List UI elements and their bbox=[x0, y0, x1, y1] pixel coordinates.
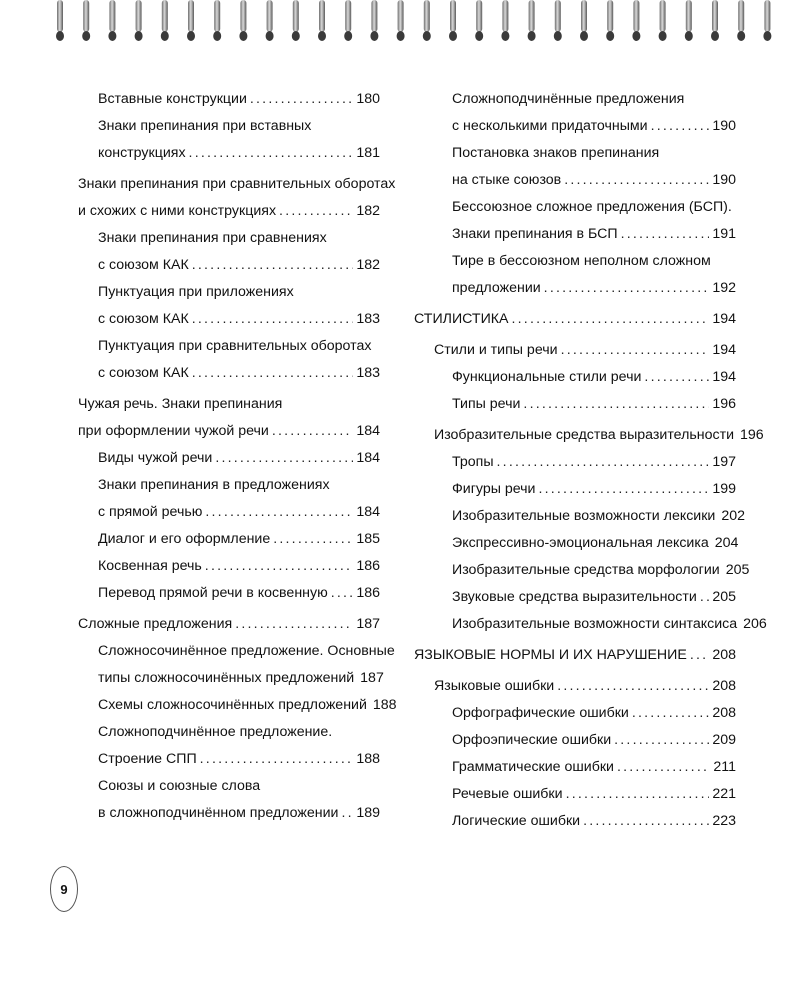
toc-entry[interactable] bbox=[414, 642, 736, 669]
toc-entry-title: Изобразительные возможности лексики bbox=[452, 508, 716, 524]
toc-entry[interactable] bbox=[414, 306, 736, 333]
toc-leader-dots bbox=[564, 167, 709, 194]
toc-leader-dots bbox=[272, 418, 353, 445]
toc-entry-title: типы сложносочинённых предложений bbox=[98, 670, 355, 686]
toc-entry-title: предложении bbox=[452, 280, 541, 296]
spiral-ring bbox=[686, 0, 692, 32]
spiral-ring bbox=[660, 0, 666, 32]
toc-entry-title: Орфографические ошибки bbox=[452, 705, 629, 721]
toc-entry-title: Схемы сложносочинённых предложений bbox=[98, 697, 367, 713]
toc-entry[interactable] bbox=[78, 773, 380, 800]
spiral-hole bbox=[56, 31, 64, 41]
toc-entry-title: Знаки препинания в предложениях bbox=[98, 477, 330, 493]
toc-leader-dots bbox=[341, 800, 353, 827]
toc-left-column bbox=[78, 86, 397, 827]
spiral-hole bbox=[108, 31, 116, 41]
toc-entry[interactable] bbox=[414, 275, 736, 302]
toc-entry-title: конструкциях bbox=[98, 145, 186, 161]
toc-entry-title: Языковые ошибки bbox=[434, 678, 555, 694]
toc-entry[interactable] bbox=[78, 333, 380, 360]
spiral-ring bbox=[529, 0, 535, 32]
toc-entry-title: Постановка знаков препинания bbox=[452, 145, 660, 161]
toc-entry[interactable] bbox=[78, 306, 380, 333]
spiral-ring bbox=[267, 0, 273, 32]
toc-entry[interactable] bbox=[78, 611, 380, 638]
toc-entry-title: Виды чужой речи bbox=[98, 450, 213, 466]
spiral-hole bbox=[397, 31, 405, 41]
toc-entry-page: 211 bbox=[713, 759, 736, 775]
toc-entry[interactable] bbox=[414, 113, 736, 140]
toc-entry-page: 208 bbox=[712, 647, 736, 663]
spiral-hole bbox=[161, 31, 169, 41]
spiral-ring bbox=[476, 0, 482, 32]
toc-entry[interactable] bbox=[78, 665, 384, 692]
toc-entry-page: 181 bbox=[356, 145, 380, 161]
spiral-hole bbox=[449, 31, 457, 41]
toc-leader-dots bbox=[279, 198, 353, 225]
toc-leader-dots bbox=[189, 140, 354, 167]
spiral-hole bbox=[632, 31, 640, 41]
toc-entry[interactable] bbox=[78, 445, 380, 472]
toc-leader-dots bbox=[523, 391, 709, 418]
toc-entry[interactable] bbox=[414, 221, 736, 248]
toc-entry[interactable] bbox=[414, 503, 746, 530]
toc-right-column bbox=[414, 86, 767, 835]
toc-entry[interactable] bbox=[414, 700, 736, 727]
toc-entry[interactable] bbox=[78, 692, 397, 719]
toc-leader-dots bbox=[215, 445, 353, 472]
toc-entry[interactable] bbox=[78, 360, 380, 387]
toc-entry-title: и схожих с ними конструкциях bbox=[78, 203, 277, 219]
toc-leader-dots bbox=[235, 611, 353, 638]
toc-entry-title: Бессоюзное сложное предложения (БСП). bbox=[452, 199, 732, 215]
toc-entry-page: 182 bbox=[356, 203, 380, 219]
toc-entry-page: 184 bbox=[356, 504, 380, 520]
toc-entry-page: 209 bbox=[712, 732, 736, 748]
toc-entry-page: 191 bbox=[712, 226, 736, 242]
spiral-hole bbox=[606, 31, 614, 41]
toc-entry-page: 208 bbox=[712, 678, 736, 694]
spiral-hole bbox=[763, 31, 771, 41]
toc-leader-dots bbox=[273, 526, 353, 553]
toc-entry[interactable] bbox=[414, 754, 736, 781]
spiral-ring bbox=[240, 0, 246, 32]
toc-entry-page: 196 bbox=[740, 427, 764, 443]
toc-entry-page: 184 bbox=[356, 423, 380, 439]
toc-entry-page: 186 bbox=[356, 558, 380, 574]
toc-entry-title: Знаки препинания в БСП bbox=[452, 226, 618, 242]
toc-entry[interactable] bbox=[78, 499, 380, 526]
spiral-hole bbox=[659, 31, 667, 41]
toc-leader-dots bbox=[192, 252, 354, 279]
toc-entry-page: 199 bbox=[712, 481, 736, 497]
spiral-ring bbox=[738, 0, 744, 32]
spiral-ring bbox=[712, 0, 718, 32]
toc-entry-title: СТИЛИСТИКА bbox=[414, 311, 509, 327]
spiral-ring bbox=[764, 0, 770, 32]
toc-entry[interactable] bbox=[78, 252, 380, 279]
toc-leader-dots bbox=[651, 113, 710, 140]
toc-entry[interactable] bbox=[414, 364, 736, 391]
spiral-hole bbox=[292, 31, 300, 41]
toc-leader-dots bbox=[621, 221, 710, 248]
toc-leader-dots bbox=[561, 337, 710, 364]
toc-entry[interactable] bbox=[414, 167, 736, 194]
spiral-hole bbox=[318, 31, 326, 41]
toc-entry[interactable] bbox=[78, 86, 380, 113]
toc-leader-dots bbox=[497, 449, 710, 476]
toc-entry[interactable] bbox=[78, 113, 380, 140]
toc-leader-dots bbox=[644, 364, 709, 391]
spiral-hole bbox=[685, 31, 693, 41]
toc-entry-page: 197 bbox=[712, 454, 736, 470]
toc-leader-dots bbox=[192, 306, 354, 333]
toc-entry-title: Изобразительные возможности синтаксиса bbox=[452, 616, 738, 632]
spiral-hole bbox=[239, 31, 247, 41]
toc-entry-title: в сложноподчинённом предложении bbox=[98, 805, 339, 821]
toc-entry-page: 194 bbox=[712, 369, 736, 385]
toc-entry-title: Сложноподчинённое предложение. bbox=[98, 724, 333, 740]
spiral-hole bbox=[135, 31, 143, 41]
toc-entry-title: Тире в бессоюзном неполном сложном bbox=[452, 253, 711, 269]
toc-entry-page: 205 bbox=[725, 562, 750, 578]
toc-entry-title: Логические ошибки bbox=[452, 813, 581, 829]
toc-entry[interactable] bbox=[414, 530, 739, 557]
spiral-hole bbox=[501, 31, 509, 41]
spiral-hole bbox=[475, 31, 483, 41]
toc-entry[interactable] bbox=[78, 391, 380, 418]
toc-entry-page: 183 bbox=[356, 365, 380, 381]
toc-entry[interactable] bbox=[414, 611, 767, 638]
toc-entry[interactable] bbox=[414, 140, 736, 167]
spiral-ring bbox=[424, 0, 430, 32]
spiral-ring bbox=[57, 0, 63, 32]
toc-entry-page: 202 bbox=[721, 508, 746, 524]
toc-entry-page: 180 bbox=[356, 91, 380, 107]
toc-entry-title: Чужая речь. Знаки препинания bbox=[78, 396, 283, 412]
toc-entry-page: 185 bbox=[356, 531, 380, 547]
toc-entry-title: Пунктуация при приложениях bbox=[98, 284, 294, 300]
toc-leader-dots bbox=[200, 746, 354, 773]
spiral-ring bbox=[319, 0, 325, 32]
toc-entry-page: 187 bbox=[356, 616, 380, 632]
toc-entry[interactable] bbox=[414, 194, 736, 221]
spiral-hole bbox=[711, 31, 719, 41]
spiral-hole bbox=[580, 31, 588, 41]
toc-entry-title: Союзы и союзные слова bbox=[98, 778, 261, 794]
toc-entry-page: 196 bbox=[712, 396, 736, 412]
spiral-hole bbox=[344, 31, 352, 41]
toc-entry[interactable] bbox=[78, 719, 380, 746]
toc-entry-title: Знаки препинания при сравнениях bbox=[98, 230, 327, 246]
toc-entry[interactable] bbox=[414, 476, 736, 503]
toc-entry-title: Грамматические ошибки bbox=[452, 759, 614, 775]
spiral-hole bbox=[266, 31, 274, 41]
spiral-ring bbox=[555, 0, 561, 32]
toc-entry-title: Типы речи bbox=[452, 396, 521, 412]
toc-entry-title: Изобразительные средства морфологии bbox=[452, 562, 720, 578]
spiral-ring bbox=[345, 0, 351, 32]
spiral-ring bbox=[502, 0, 508, 32]
toc-entry-title: Стили и типы речи bbox=[434, 342, 558, 358]
toc-entry-title: при оформлении чужой речи bbox=[78, 423, 269, 439]
toc-entry-title: Знаки препинания при вставных bbox=[98, 118, 312, 134]
toc-entry-page: 221 bbox=[712, 786, 736, 802]
spiral-hole bbox=[528, 31, 536, 41]
toc-entry-title: Сложноподчинённые предложения bbox=[452, 91, 685, 107]
toc-entry-page: 194 bbox=[712, 311, 736, 327]
spiral-hole bbox=[213, 31, 221, 41]
spiral-ring bbox=[450, 0, 456, 32]
toc-leader-dots bbox=[583, 808, 709, 835]
toc-leader-dots bbox=[192, 360, 354, 387]
toc-entry-title: Перевод прямой речи в косвенную bbox=[98, 585, 328, 601]
toc-entry-page: 206 bbox=[743, 616, 767, 632]
toc-entry-title: Пунктуация при сравнительных оборотах bbox=[98, 338, 372, 354]
spiral-hole bbox=[737, 31, 745, 41]
toc-leader-dots bbox=[632, 700, 709, 727]
toc-entry[interactable] bbox=[78, 580, 380, 607]
spiral-ring bbox=[214, 0, 220, 32]
spiral-hole bbox=[82, 31, 90, 41]
toc-entry-page: 189 bbox=[356, 805, 380, 821]
toc-leader-dots bbox=[544, 275, 710, 302]
spiral-ring bbox=[293, 0, 299, 32]
toc-leader-dots bbox=[700, 584, 710, 611]
toc-leader-dots bbox=[205, 553, 354, 580]
toc-entry-page: 183 bbox=[356, 311, 380, 327]
spiral-ring bbox=[633, 0, 639, 32]
spiral-ring bbox=[136, 0, 142, 32]
toc-entry-title: Вставные конструкции bbox=[98, 91, 247, 107]
page-number bbox=[50, 866, 78, 912]
toc-entry-title: Косвенная речь bbox=[98, 558, 202, 574]
toc-leader-dots bbox=[205, 499, 353, 526]
toc-entry-title: с несколькими придаточными bbox=[452, 118, 648, 134]
toc-entry-page: 208 bbox=[712, 705, 736, 721]
toc-leader-dots bbox=[331, 580, 354, 607]
toc-entry-page: 190 bbox=[712, 172, 736, 188]
toc-entry[interactable] bbox=[78, 553, 380, 580]
toc-entry-page: 223 bbox=[712, 813, 736, 829]
spiral-hole bbox=[423, 31, 431, 41]
toc-entry-title: Фигуры речи bbox=[452, 481, 536, 497]
toc-entry[interactable] bbox=[78, 746, 380, 773]
toc-entry[interactable] bbox=[414, 584, 736, 611]
spiral-ring bbox=[83, 0, 89, 32]
toc-entry[interactable] bbox=[78, 800, 380, 827]
toc-entry-title: на стыке союзов bbox=[452, 172, 562, 188]
toc-entry-title: Изобразительные средства выразительности bbox=[434, 427, 734, 443]
toc-entry-title: Знаки препинания при сравнительных оборотах bbox=[78, 176, 396, 192]
toc-leader-dots bbox=[512, 306, 710, 333]
toc-entry-title: Тропы bbox=[452, 454, 494, 470]
toc-leader-dots bbox=[538, 476, 709, 503]
spiral-hole bbox=[554, 31, 562, 41]
toc-entry-page: 188 bbox=[356, 751, 380, 767]
toc-entry-title: Сложносочинённое предложение. Основные bbox=[98, 643, 395, 659]
toc-entry[interactable] bbox=[414, 86, 736, 113]
toc-entry[interactable] bbox=[414, 248, 736, 275]
toc-entry[interactable] bbox=[78, 140, 380, 167]
toc-leader-dots bbox=[617, 754, 710, 781]
toc-entry[interactable] bbox=[414, 337, 736, 364]
toc-entry[interactable] bbox=[78, 171, 396, 198]
toc-entry-page: 184 bbox=[356, 450, 380, 466]
toc-entry[interactable] bbox=[78, 198, 380, 225]
toc-entry[interactable] bbox=[78, 225, 380, 252]
toc-entry-title: ЯЗЫКОВЫЕ НОРМЫ И ИХ НАРУШЕНИЕ bbox=[414, 647, 687, 663]
toc-entry[interactable] bbox=[78, 418, 380, 445]
toc-entry-title: с прямой речью bbox=[98, 504, 203, 520]
toc-entry-page: 187 bbox=[360, 670, 384, 686]
toc-entry-title: Диалог и его оформление bbox=[98, 531, 271, 547]
toc-entry[interactable] bbox=[78, 472, 380, 499]
toc-entry-page: 192 bbox=[712, 280, 736, 296]
toc-entry[interactable] bbox=[414, 673, 736, 700]
toc-entry-title: Речевые ошибки bbox=[452, 786, 563, 802]
toc-entry[interactable] bbox=[414, 557, 750, 584]
spiral-binding bbox=[0, 0, 800, 44]
toc-entry-title: Строение СПП bbox=[98, 751, 197, 767]
toc-entry[interactable] bbox=[414, 449, 736, 476]
toc-entry-page: 204 bbox=[714, 535, 739, 551]
toc-entry-page: 194 bbox=[712, 342, 736, 358]
toc-entry[interactable] bbox=[78, 638, 395, 665]
toc-leader-dots bbox=[566, 781, 710, 808]
toc-entry[interactable] bbox=[414, 808, 736, 835]
toc-entry-title: Звуковые средства выразительности bbox=[452, 589, 697, 605]
spiral-ring bbox=[607, 0, 613, 32]
toc-leader-dots bbox=[557, 673, 709, 700]
toc-entry-page: 182 bbox=[356, 257, 380, 273]
toc-entry-page: 190 bbox=[712, 118, 736, 134]
toc-entry-title: Функциональные стили речи bbox=[452, 369, 642, 385]
toc-entry[interactable] bbox=[414, 391, 736, 418]
spiral-ring bbox=[188, 0, 194, 32]
toc-leader-dots bbox=[614, 727, 709, 754]
spiral-hole bbox=[370, 31, 378, 41]
toc-entry[interactable] bbox=[78, 279, 380, 306]
toc-entry-title: Орфоэпические ошибки bbox=[452, 732, 612, 748]
toc-entry-title: Экспрессивно-эмоциональная лексика bbox=[452, 535, 709, 551]
spiral-ring bbox=[371, 0, 377, 32]
spiral-ring bbox=[109, 0, 115, 32]
toc-entry[interactable] bbox=[414, 727, 736, 754]
toc-entry-page: 188 bbox=[372, 697, 397, 713]
toc-entry-title: с союзом КАК bbox=[98, 257, 189, 273]
toc-entry[interactable] bbox=[78, 526, 380, 553]
page-number-text: 9 bbox=[60, 881, 68, 897]
toc-entry-title: с союзом КАК bbox=[98, 311, 189, 327]
toc-entry-title: с союзом КАК bbox=[98, 365, 189, 381]
toc-entry-title: Сложные предложения bbox=[78, 616, 233, 632]
toc-leader-dots bbox=[690, 642, 709, 669]
spiral-ring bbox=[398, 0, 404, 32]
spiral-ring bbox=[162, 0, 168, 32]
toc-entry[interactable] bbox=[414, 781, 736, 808]
spiral-hole bbox=[187, 31, 195, 41]
toc-leader-dots bbox=[250, 86, 353, 113]
spiral-ring bbox=[581, 0, 587, 32]
toc-entry[interactable] bbox=[414, 422, 764, 449]
toc-entry-page: 186 bbox=[356, 585, 380, 601]
toc-entry-page: 205 bbox=[712, 589, 736, 605]
